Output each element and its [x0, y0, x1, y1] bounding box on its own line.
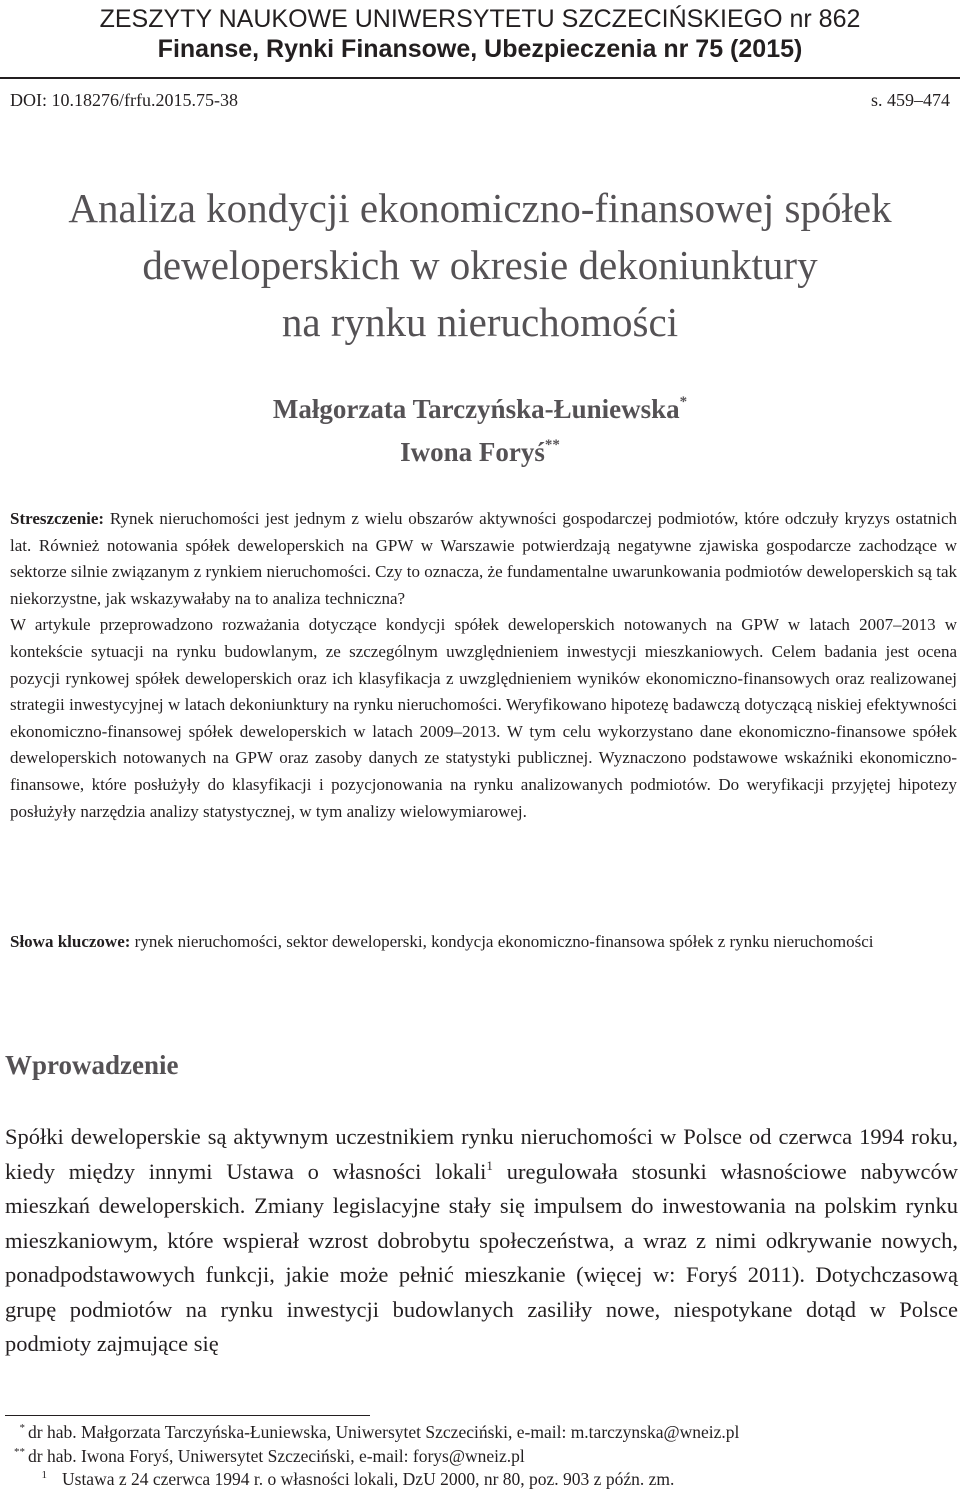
abstract	[10, 506, 957, 825]
footnote-text: dr hab. Małgorzata Tarczyńska-Łuniewska, Uniwersytet Szczeciński, e-mail: m.tarczynska@wneiz.pl	[28, 1422, 740, 1442]
author-list	[0, 388, 960, 474]
abstract-paragraph: W artykule przeprowadzono rozważania dotyczące kondycji spółek deweloperskich notowanych na GPW w latach 2007–2013 w kontekście sytuacji na rynku budowlanym, ze szczególnym uwzględnieniem inwestycji mieszkaniowych. Celem badania jest ocena pozycji rynkowej spółek deweloperskich oraz ich klasyfikacja z uwzględnieniem wyników ekonomiczno-finansowych oraz realizowanej strategii inwestycyjnej w latach dekoniunktury na rynku nieruchomości. Weryfikowano hipotezę badawczą dotyczącą niskiej efektywności ekonomiczno-finansowej spółek deweloperskich w latach 2009–2013. W tym celu wykorzystano dane ekonomiczno-finansowe spółek deweloperskich notowanych na GPW oraz zasoby danych ze statystyki publicznej. Wyznaczono podstawowe wskaźniki ekonomiczno-finansowe, które posłużyły do klasyfikacji i pozycjonowania na rynku analizowanych podmiotów. Do weryfikacji przyjętej hipotezy posłużyły narzędzia analizy statystycznej, w tym analizy wielowymiarowej.	[10, 615, 957, 821]
footnote-reference: 1	[486, 1157, 493, 1173]
title-line: deweloperskich w okresie dekoniunktury	[142, 242, 818, 288]
author-name: Małgorzata Tarczyńska-Łuniewska	[272, 394, 680, 424]
journal-header	[0, 0, 960, 64]
journal-series: Finanse, Rynki Finansowe, Ubezpieczenia nr 75 (2015)	[157, 35, 803, 63]
body-text: Spółki deweloperskie są aktywnym uczestnikiem rynku nieruchomości w Polsce od czerwca 1994 roku, kiedy między innymi Ustawa o własności lokali	[5, 1124, 958, 1184]
author-footnote-mark: **	[544, 437, 560, 453]
title-line: na rynku nieruchomości	[281, 299, 679, 345]
title-line: Analiza kondycji ekonomiczno-finansowej spółek	[68, 185, 892, 231]
footnote-mark: 1	[41, 1469, 47, 1481]
article-title	[0, 180, 960, 351]
keywords	[10, 928, 957, 955]
footnote-text: Ustawa z 24 czerwca 1994 r. o własności lokali, DzU 2000, nr 80, poz. 903 z późn. zm.	[62, 1469, 675, 1489]
body-paragraph	[5, 1120, 958, 1362]
footnote	[5, 1421, 960, 1445]
footnotes	[5, 1421, 960, 1492]
author	[0, 388, 960, 431]
abstract-text: Rynek nieruchomości jest jednym z wielu obszarów aktywności gospodarczej podmiotów, które odczuły kryzys ostatnich lat. Również notowania spółek deweloperskich na GPW w Warszawie potwierdzają negatywne zjawiska gospodarcze zachodzące w sektorze silnie związanym z rynkiem nieruchomości. Czy to oznacza, że fundamentalne uwarunkowania podmiotów deweloperskich są tak niekorzystne, jak wskazywałaby na to analiza techniczna?	[10, 509, 957, 608]
section-heading: Wprowadzenie	[5, 1050, 179, 1080]
keywords-label: Słowa kluczowe:	[10, 932, 131, 951]
header-divider	[0, 77, 960, 79]
page-range: s. 459–474	[870, 90, 950, 110]
footnote	[5, 1468, 960, 1492]
abstract-paragraph	[10, 506, 957, 612]
author-footnote-mark: *	[679, 394, 688, 410]
doi: DOI: 10.18276/frfu.2015.75-38	[10, 90, 238, 110]
keywords-text: rynek nieruchomości, sektor deweloperski, kondycja ekonomiczno-finansowa spółek z rynku nieruchomości	[130, 932, 874, 951]
abstract-label: Streszczenie:	[10, 509, 105, 528]
footnote-mark: *	[19, 1422, 25, 1434]
footnote-divider	[5, 1415, 370, 1416]
body-text: uregulowała stosunki własnościowe nabywców mieszkań deweloperskich. Zmiany legislacyjne stały się impulsem do inwestowania na polskim rynku mieszkaniowym, które wspierał wzrost dobrobytu społeczeństwa, a wraz z nimi odkrywanie nowych, ponadpodstawowych funkcji, jakie może pełnić mieszkanie (więcej w: Foryś 2011). Dotychczasową grupę podmiotów na rynku inwestycji budowlanych zasiliły nowe, niespotykane dotąd w Polsce podmioty zajmujące się	[5, 1158, 958, 1356]
footnote	[5, 1445, 960, 1469]
author	[0, 431, 960, 474]
journal-name: ZESZYTY NAUKOWE UNIWERSYTETU SZCZECIŃSKIEGO nr 862	[99, 5, 861, 33]
author-name: Iwona Foryś	[400, 437, 545, 467]
footnote-mark: **	[14, 1445, 25, 1458]
footnote-text: dr hab. Iwona Foryś, Uniwersytet Szczeciński, e-mail: forys@wneiz.pl	[28, 1445, 525, 1466]
